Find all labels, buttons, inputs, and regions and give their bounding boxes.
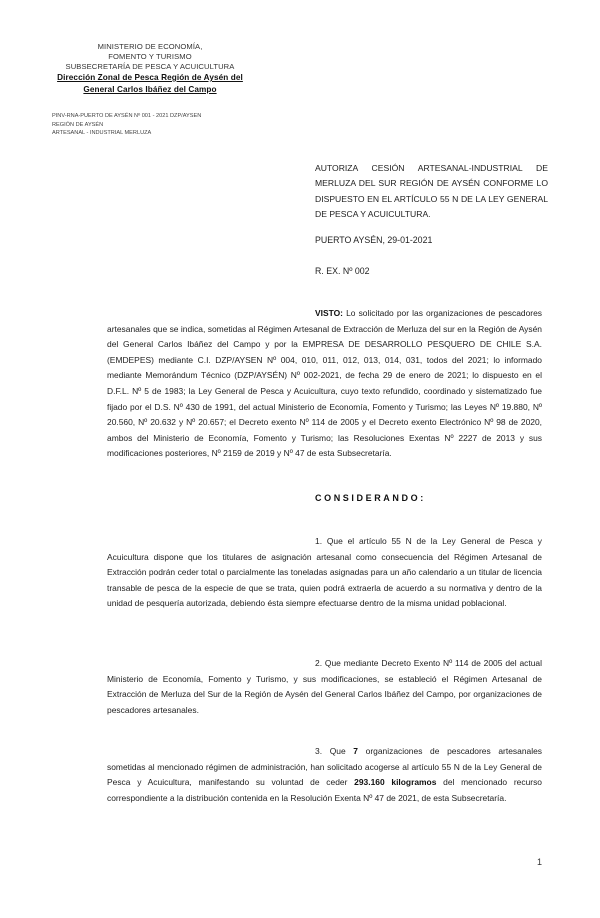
considerando-item-3 (107, 744, 542, 806)
considerando-3-text: organizaciones de pescadores artesanales sometidas al mencionado régimen de administración, han solicitado acogerse al artículo 55 N de la Ley General de Pesca y Acuicultura, manifestando su voluntad de ceder (107, 746, 542, 788)
visto-paragraph (107, 306, 542, 462)
ministry-name: MINISTERIO DE ECONOMÍA, (97, 42, 203, 51)
page-number: 1 (537, 857, 543, 867)
reference-line: REGIÓN DE AYSÉN (52, 121, 104, 128)
considerando-3-text: del mencionado recurso correspondiente a la distribución contenida en la Resolución Exenta Nº 47 de 2021, de esta Subsecretaría. (107, 777, 543, 803)
letterhead (40, 42, 260, 95)
reference-codes (52, 112, 201, 138)
considerando-item-1: 1. Que el artículo 55 N de la Ley General de Pesca y Acuicultura dispone que los titulares de asignación artesanal como consecuencia del Régimen Artesanal de Extracción podrán ceder total o parcialmente las toneladas asignadas para un año calendario a un titular de licencia transable de pesca de la especie de que se trata, quien podrá extraerla de acuerdo a su normativa y dentro de la unidad de pesquería autorizada, debiendo ésta siempre efectuarse dentro de la misma unidad poblacional. (107, 536, 542, 609)
considerando-heading: CONSIDERANDO: (315, 493, 426, 503)
reference-line: ARTESANAL - INDUSTRIAL MERLUZA (52, 130, 152, 137)
considerando-item-2: 2. Que mediante Decreto Exento Nº 114 de 2005 del actual Ministerio de Economía, Fomento y Turismo, y sus modificaciones, se estableció el Régimen Artesanal de Extracción de Merluza del Sur de la Región de Aysén del General Carlos Ibáñez del Campo, por organizaciones de pescadores artesanales. (107, 658, 542, 715)
zonal-direction-name: Dirección Zonal de Pesca Región de Aysén del (57, 73, 243, 82)
considerando-3-text: 3. Que (315, 746, 354, 756)
undersecretariat-name: SUBSECRETARÍA DE PESCA Y ACUICULTURA (65, 62, 235, 71)
resolution-number: R. EX. Nº 002 (315, 266, 370, 276)
kilograms-amount: 293.160 kilogramos (354, 777, 437, 788)
reference-line: PINV-RNA-PUERTO DE AYSÉN Nº 001 - 2021 DZP/AYSEN (52, 113, 202, 119)
visto-text: Lo solicitado por las organizaciones de pescadores artesanales que se indica, sometidas al Régimen Artesanal de Extracción de Merluza del sur en la Región de Aysén del General Carlos Ibáñez del Campo y por la EMPRESA DE DESARROLLO PESQUERO DE CHILE S.A. (EMDEPES) mediante C.I. DZP/AYSEN Nº 004, 010, 011, 012, 013, 014, 031, todos del 2021; lo informado mediante Memorándum Técnico (DZP/AYSÉN) Nº 002-2021, de fecha 29 de enero de 2021; lo dispuesto en el D.F.L. Nº 5 de 1983; la Ley General de Pesca y Acuicultura, cuyo texto refundido, coordinado y sistematizado fue fijado por el D.S. Nº 430 de 1991, del actual Ministerio de Economía, Fomento y Turismo; las Leyes Nº 19.880, Nº 20.560, Nº 20.632 y Nº 20.657; el Decreto exento Nº 114 de 2005 y el Decreto exento Electrónico Nº 98 de 2020, ambos del Ministerio de Economía, Fomento y Turismo; las Resoluciones Exentas Nº 2227 de 2013 y sus modificaciones posteriores, Nº 2159 de 2019 y Nº 47 de esta Subsecretaría. (107, 308, 542, 459)
resolution-subject: AUTORIZA CESIÓN ARTESANAL-INDUSTRIAL DE MERLUZA DEL SUR REGIÓN DE AYSÉN CONFORME LO DISPUESTO EN EL ARTÍCULO 55 N DE LA LEY GENERAL DE PESCA Y ACUICULTURA. (315, 163, 548, 220)
visto-label: VISTO: (315, 308, 343, 318)
ministry-name-cont: FOMENTO Y TURISMO (108, 52, 192, 61)
place-and-date: PUERTO AYSÉN, 29-01-2021 (315, 235, 433, 245)
zonal-direction-region: General Carlos Ibáñez del Campo (83, 84, 217, 94)
organization-count: 7 (353, 746, 358, 756)
